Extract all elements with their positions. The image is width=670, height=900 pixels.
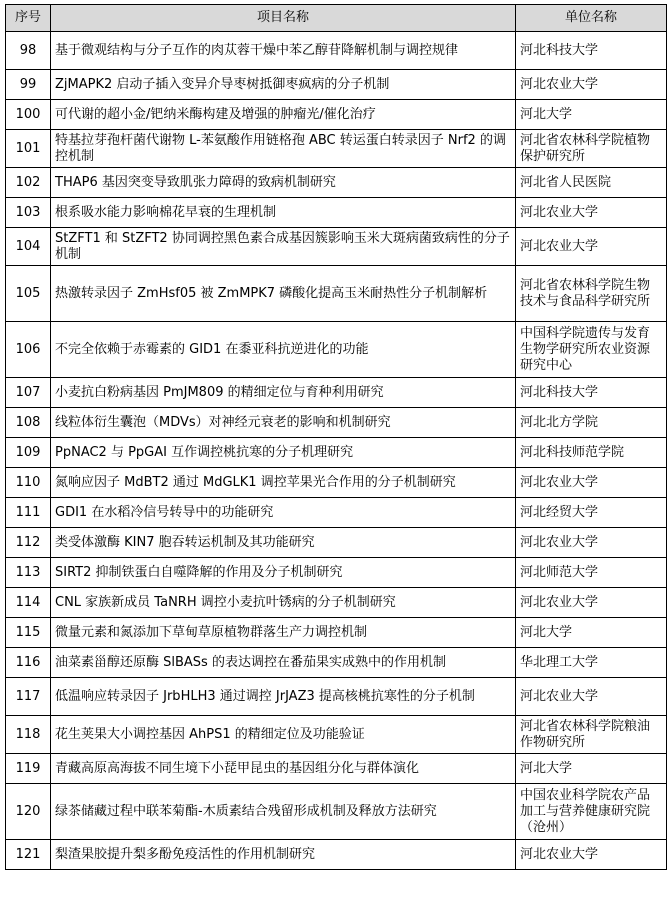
serial-cell: 118 — [6, 716, 51, 754]
table-row — [6, 130, 667, 168]
unit-cell: 河北农业大学 — [516, 468, 667, 498]
project-cell: THAP6 基因突变导致肌张力障碍的致病机制研究 — [51, 168, 516, 198]
serial-cell: 110 — [6, 468, 51, 498]
project-cell: 小麦抗白粉病基因 PmJM809 的精细定位与育种利用研究 — [51, 378, 516, 408]
unit-cell: 河北大学 — [516, 618, 667, 648]
unit-cell: 河北农业大学 — [516, 70, 667, 100]
table-row — [6, 408, 667, 438]
serial-cell: 119 — [6, 754, 51, 784]
table-row — [6, 528, 667, 558]
serial-cell: 115 — [6, 618, 51, 648]
unit-cell: 河北农业大学 — [516, 678, 667, 716]
project-cell: 不完全依赖于赤霉素的 GID1 在黍亚科抗逆进化的功能 — [51, 322, 516, 378]
unit-cell: 中国农业科学院农产品加工与营养健康研究院（沧州） — [516, 784, 667, 840]
unit-cell: 河北农业大学 — [516, 528, 667, 558]
table-row — [6, 678, 667, 716]
serial-cell: 105 — [6, 266, 51, 322]
unit-cell: 河北经贸大学 — [516, 498, 667, 528]
table-row — [6, 32, 667, 70]
project-cell: 油菜素甾醇还原酶 SlBASs 的表达调控在番茄果实成熟中的作用机制 — [51, 648, 516, 678]
table-row — [6, 754, 667, 784]
serial-cell: 106 — [6, 322, 51, 378]
header-project-name: 项目名称 — [51, 5, 516, 32]
table-row — [6, 840, 667, 870]
project-cell: 特基拉芽孢杆菌代谢物 L-苯氨酸作用链格孢 ABC 转运蛋白转录因子 Nrf2 的调控机制 — [51, 130, 516, 168]
serial-cell: 109 — [6, 438, 51, 468]
table-row — [6, 198, 667, 228]
unit-cell: 河北大学 — [516, 754, 667, 784]
serial-cell: 107 — [6, 378, 51, 408]
project-cell: ZjMAPK2 启动子插入变异介导枣树抵御枣疯病的分子机制 — [51, 70, 516, 100]
serial-cell: 116 — [6, 648, 51, 678]
project-cell: 基于微观结构与分子互作的肉苁蓉干燥中苯乙醇苷降解机制与调控规律 — [51, 32, 516, 70]
unit-cell: 河北北方学院 — [516, 408, 667, 438]
unit-cell: 河北科技大学 — [516, 32, 667, 70]
project-cell: SIRT2 抑制铁蛋白自噬降解的作用及分子机制研究 — [51, 558, 516, 588]
table-row — [6, 498, 667, 528]
unit-cell: 河北农业大学 — [516, 198, 667, 228]
project-cell: 梨渣果胶提升梨多酚免疫活性的作用机制研究 — [51, 840, 516, 870]
table-row — [6, 266, 667, 322]
unit-cell: 河北省农林科学院生物技术与食品科学研究所 — [516, 266, 667, 322]
unit-cell: 河北大学 — [516, 100, 667, 130]
unit-cell: 中国科学院遗传与发育生物学研究所农业资源研究中心 — [516, 322, 667, 378]
table-row — [6, 468, 667, 498]
unit-cell: 河北科技师范学院 — [516, 438, 667, 468]
table-header-row — [6, 5, 667, 32]
unit-cell: 河北农业大学 — [516, 840, 667, 870]
project-cell: 绿茶储藏过程中联苯菊酯-木质素结合残留形成机制及释放方法研究 — [51, 784, 516, 840]
table-row — [6, 322, 667, 378]
table-row — [6, 784, 667, 840]
serial-cell: 108 — [6, 408, 51, 438]
project-cell: 氮响应因子 MdBT2 通过 MdGLK1 调控苹果光合作用的分子机制研究 — [51, 468, 516, 498]
serial-cell: 101 — [6, 130, 51, 168]
serial-cell: 98 — [6, 32, 51, 70]
project-cell: 微量元素和氮添加下草甸草原植物群落生产力调控机制 — [51, 618, 516, 648]
table-row — [6, 100, 667, 130]
project-table — [5, 4, 667, 870]
table-row — [6, 70, 667, 100]
serial-cell: 103 — [6, 198, 51, 228]
serial-cell: 99 — [6, 70, 51, 100]
serial-cell: 120 — [6, 784, 51, 840]
table-row — [6, 558, 667, 588]
table-row — [6, 228, 667, 266]
project-cell: 可代谢的超小金/钯纳米酶构建及增强的肿瘤光/催化治疗 — [51, 100, 516, 130]
project-cell: 根系吸水能力影响棉花早衰的生理机制 — [51, 198, 516, 228]
unit-cell: 华北理工大学 — [516, 648, 667, 678]
table-row — [6, 168, 667, 198]
project-cell: 青藏高原高海拔不同生境下小琵甲昆虫的基因组分化与群体演化 — [51, 754, 516, 784]
serial-cell: 113 — [6, 558, 51, 588]
table-row — [6, 716, 667, 754]
serial-cell: 114 — [6, 588, 51, 618]
unit-cell: 河北省人民医院 — [516, 168, 667, 198]
unit-cell: 河北农业大学 — [516, 588, 667, 618]
table-row — [6, 618, 667, 648]
unit-cell: 河北农业大学 — [516, 228, 667, 266]
serial-cell: 102 — [6, 168, 51, 198]
unit-cell: 河北省农林科学院粮油作物研究所 — [516, 716, 667, 754]
project-cell: 类受体激酶 KIN7 胞吞转运机制及其功能研究 — [51, 528, 516, 558]
table-row — [6, 648, 667, 678]
unit-cell: 河北省农林科学院植物保护研究所 — [516, 130, 667, 168]
project-cell: StZFT1 和 StZFT2 协同调控黑色素合成基因簇影响玉米大斑病菌致病性的分子机制 — [51, 228, 516, 266]
project-cell: 热激转录因子 ZmHsf05 被 ZmMPK7 磷酸化提高玉米耐热性分子机制解析 — [51, 266, 516, 322]
project-cell: 线粒体衍生囊泡（MDVs）对神经元衰老的影响和机制研究 — [51, 408, 516, 438]
serial-cell: 121 — [6, 840, 51, 870]
serial-cell: 112 — [6, 528, 51, 558]
table-row — [6, 378, 667, 408]
project-cell: PpNAC2 与 PpGAI 互作调控桃抗寒的分子机理研究 — [51, 438, 516, 468]
project-cell: 低温响应转录因子 JrbHLH3 通过调控 JrJAZ3 提高核桃抗寒性的分子机制 — [51, 678, 516, 716]
header-serial: 序号 — [6, 5, 51, 32]
serial-cell: 117 — [6, 678, 51, 716]
project-cell: GDI1 在水稻冷信号转导中的功能研究 — [51, 498, 516, 528]
serial-cell: 100 — [6, 100, 51, 130]
header-unit-name: 单位名称 — [516, 5, 667, 32]
unit-cell: 河北科技大学 — [516, 378, 667, 408]
unit-cell: 河北师范大学 — [516, 558, 667, 588]
table-row — [6, 588, 667, 618]
project-cell: CNL 家族新成员 TaNRH 调控小麦抗叶锈病的分子机制研究 — [51, 588, 516, 618]
table-row — [6, 438, 667, 468]
serial-cell: 104 — [6, 228, 51, 266]
serial-cell: 111 — [6, 498, 51, 528]
project-cell: 花生荚果大小调控基因 AhPS1 的精细定位及功能验证 — [51, 716, 516, 754]
